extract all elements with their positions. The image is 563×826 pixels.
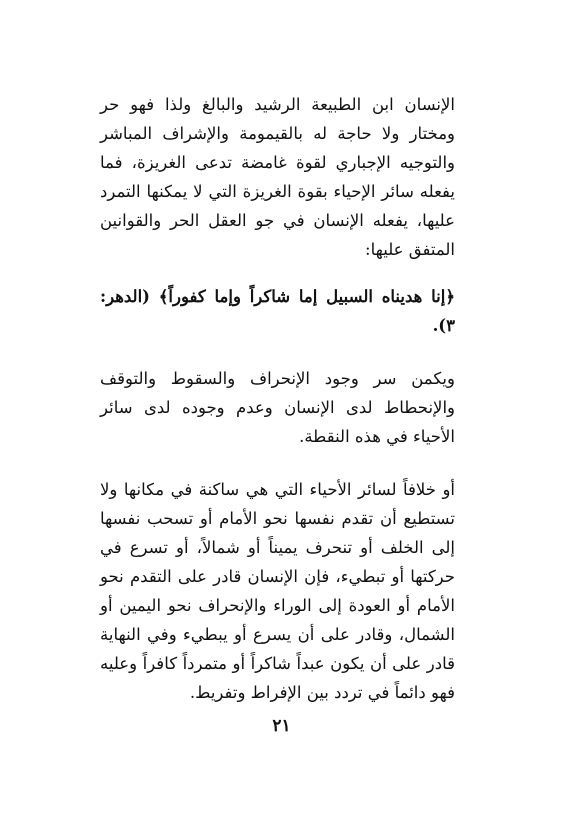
paragraph-3: أو خلافاً لسائر الأحياء التي هي ساكنة في مكانها ولا تستطيع أن تقدم نفسها نحو الأمام أو تسحب نفسها إلى الخلف أو تنحرف يميناً أو شمالاً، أو تسرع في حركتها أو تبطيء، فإن الإنسان قادر على التقدم نحو الأمام أو العودة إلى الوراء والإنحراف نحو اليمين أو الشمال، وقادر على أن يسرع أو يبطيء وفي النهاية قادر على أن يكون عبداً شاكراً أو متمرداً كافراً وعليه فهو دائماً في تردد بين الإفراط وتفريط. bbox=[100, 480, 455, 702]
page-body bbox=[100, 90, 455, 707]
page-number: ٢١ bbox=[272, 716, 291, 736]
paragraph-2: ويكمن سر وجود الإنحراف والسقوط والتوقف والإنحطاط لدى الإنسان وعدم وجوده لدى سائر الأحياء في هذه النقطة. bbox=[100, 369, 455, 446]
quran-verse: ﴿إنا هديناه السبيل إما شاكراً وإما كفوراً﴾ (الدهر: ٣). bbox=[100, 287, 455, 335]
paragraph-1: الإنسان ابن الطبيعة الرشيد والبالغ ولذا فهو حر ومختار ولا حاجة له بالقيمومة والإشراف المباشر والتوجيه الإجباري لقوة غامضة تدعى الغريزة، فما يفعله سائر الإحياء بقوة الغريزة التي لا يمكنها التمرد عليها، يفعله الإنسان في جو العقل الحر والقوانين المتفق عليها: bbox=[100, 95, 455, 259]
